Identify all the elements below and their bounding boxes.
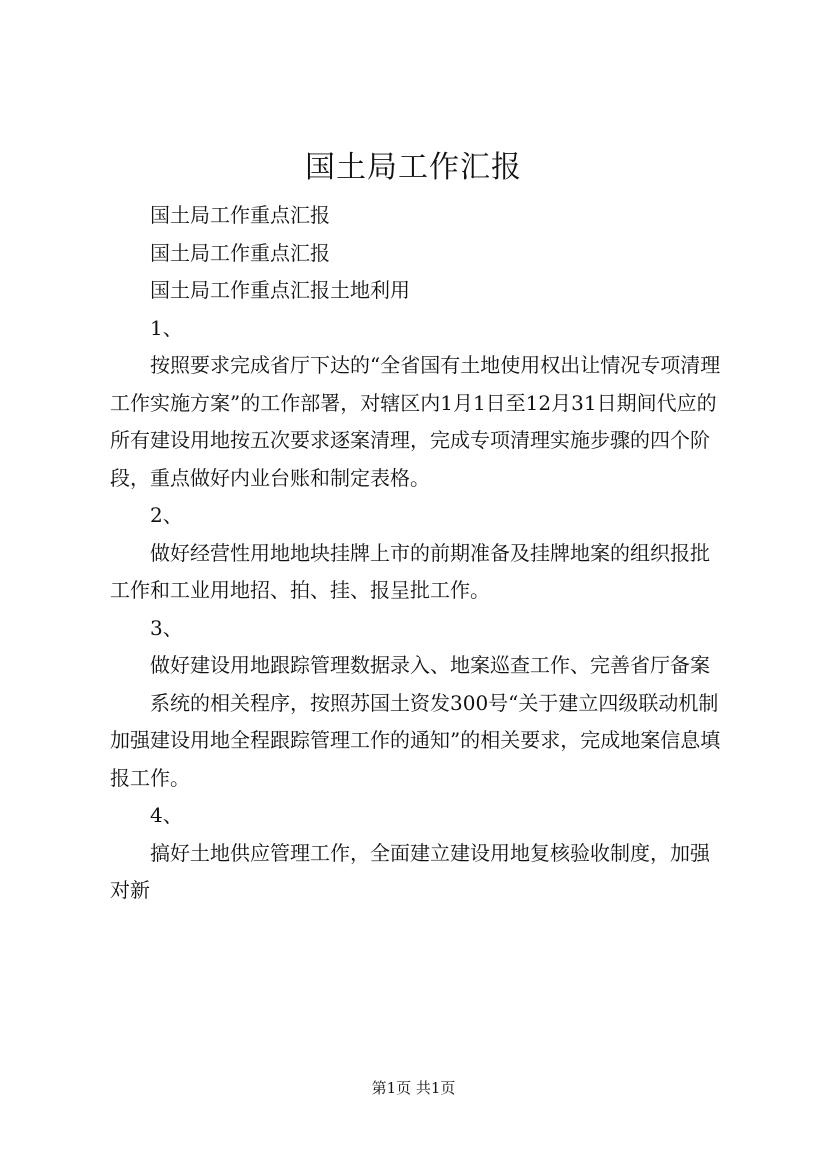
paragraph-1: 国土局工作重点汇报 [150,203,330,227]
paragraph-2: 国土局工作重点汇报 [150,240,330,265]
paragraph-3: 国土局工作重点汇报土地利用 [150,278,410,302]
paragraph-8: 搞好土地供应管理工作，全面建立建设用地复核验收制度，加强对新 [110,840,710,902]
paragraph-6: 做好建设用地跟踪管理数据录入、地案巡查工作、完善省厅备案 [150,653,710,677]
paragraph-5: 做好经营性用地地块挂牌上市的前期准备及挂牌地案的组织报批工作和工业用地招、拍、挂、报呈批工作。 [110,540,710,602]
paragraph-7: 系统的相关程序，按照苏国土资发300号“关于建立四级联动机制加强建设用地全程跟踪管理工作的通知”的相关要求，完成地案信息填报工作。 [110,690,721,790]
paragraph-4: 按照要求完成省厅下达的“全省国有土地使用权出让情况专项清理工作实施方案”的工作部署，对辖区内1月1日至12月31日期间代应的所有建设用地按五次要求逐案清理，完成专项清理实施步骤的四个阶段，重点做好内业台账和制定表格。 [110,353,721,490]
page-footer: 第1页 共1页 [371,1079,456,1097]
section-number-4: 4、 [150,803,183,827]
section-number-1: 1、 [150,315,183,340]
document-body [110,197,722,910]
document-title: 国土局工作汇报 [305,150,522,185]
section-number-2: 2、 [150,503,183,527]
section-number-3: 3、 [150,615,183,640]
